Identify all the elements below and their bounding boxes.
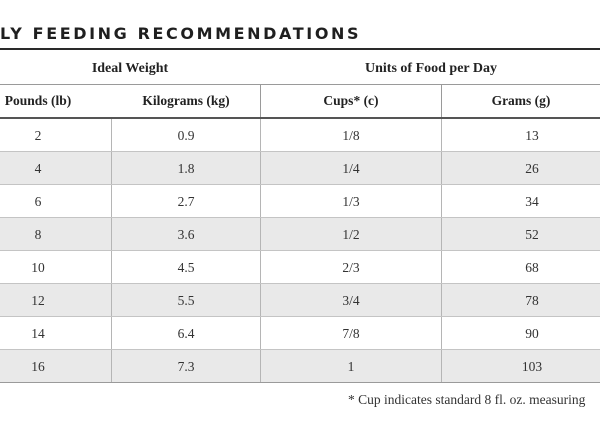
column-divider bbox=[441, 218, 442, 251]
table-cell: 34 bbox=[525, 194, 539, 209]
column-divider bbox=[260, 218, 261, 251]
column-divider bbox=[441, 119, 442, 152]
table-cell: 0.9 bbox=[177, 128, 195, 143]
table-cell: 4 bbox=[34, 161, 42, 176]
column-divider bbox=[111, 284, 112, 317]
column-divider bbox=[441, 152, 442, 185]
table-cell: 4.5 bbox=[177, 260, 195, 275]
table-cell: 16 bbox=[31, 359, 45, 374]
table-cell: 78 bbox=[525, 293, 539, 308]
column-divider bbox=[441, 317, 442, 350]
table-cell: 12 bbox=[31, 293, 45, 308]
table-cell: 52 bbox=[525, 227, 539, 242]
column-divider bbox=[260, 350, 261, 383]
footnote: * Cup indicates standard 8 fl. oz. measuring bbox=[348, 392, 586, 407]
column-divider bbox=[260, 152, 261, 185]
table-cell: 1 bbox=[347, 359, 355, 374]
table-cell: 1/4 bbox=[342, 161, 360, 176]
table-cell: 1/3 bbox=[342, 194, 360, 209]
column-divider bbox=[260, 284, 261, 317]
title-divider bbox=[0, 48, 600, 50]
column-divider bbox=[111, 317, 112, 350]
column-divider bbox=[441, 251, 442, 284]
page-title: LY FEEDING RECOMMENDATIONS bbox=[0, 24, 362, 43]
table-cell: 90 bbox=[525, 326, 539, 341]
column-divider bbox=[441, 350, 442, 383]
column-header-kilograms: Kilograms (kg) bbox=[142, 93, 230, 108]
column-divider bbox=[260, 251, 261, 284]
table-row bbox=[0, 251, 600, 284]
table-cell: 1/2 bbox=[342, 227, 360, 242]
table-cell: 2.7 bbox=[177, 194, 195, 209]
table-row bbox=[0, 152, 600, 185]
column-divider bbox=[260, 317, 261, 350]
table-cell: 10 bbox=[31, 260, 45, 275]
table-cell: 6.4 bbox=[177, 326, 195, 341]
table-cell: 1/8 bbox=[342, 128, 360, 143]
table-row bbox=[0, 284, 600, 317]
column-divider bbox=[441, 284, 442, 317]
column-divider bbox=[111, 350, 112, 383]
column-divider bbox=[111, 218, 112, 251]
table-cell: 26 bbox=[525, 161, 539, 176]
table-bottom-rule bbox=[0, 382, 600, 383]
group-header-units-of-food: Units of Food per Day bbox=[365, 61, 497, 76]
table-cell: 2 bbox=[34, 128, 42, 143]
table-cell: 2/3 bbox=[342, 260, 360, 275]
group-header-ideal-weight: Ideal Weight bbox=[91, 61, 169, 76]
table-row bbox=[0, 317, 600, 350]
table-cell: 6 bbox=[34, 194, 42, 209]
table-cell: 7.3 bbox=[177, 359, 195, 374]
table-row bbox=[0, 218, 600, 251]
table-cell: 5.5 bbox=[177, 293, 195, 308]
column-divider bbox=[441, 185, 442, 218]
table-row bbox=[0, 185, 600, 218]
column-divider bbox=[260, 119, 261, 152]
table-cell: 8 bbox=[34, 227, 42, 242]
column-header-grams: Grams (g) bbox=[491, 93, 551, 108]
column-header-pounds: Pounds (lb) bbox=[4, 93, 72, 108]
column-divider bbox=[111, 251, 112, 284]
table-cell: 68 bbox=[525, 260, 539, 275]
table-cell: 1.8 bbox=[177, 161, 195, 176]
column-divider bbox=[111, 185, 112, 218]
table-cell: 3/4 bbox=[342, 293, 360, 308]
table-cell: 3.6 bbox=[177, 227, 195, 242]
table-cell: 14 bbox=[31, 326, 45, 341]
table-cell: 13 bbox=[525, 128, 539, 143]
group-header-divider bbox=[0, 84, 600, 85]
table-row bbox=[0, 119, 600, 152]
column-divider bbox=[260, 185, 261, 218]
table-cell: 7/8 bbox=[342, 326, 360, 341]
table-row bbox=[0, 350, 600, 383]
table-cell: 103 bbox=[521, 359, 543, 374]
column-header-cups: Cups* (c) bbox=[323, 93, 379, 108]
column-divider bbox=[111, 152, 112, 185]
column-divider bbox=[111, 119, 112, 152]
